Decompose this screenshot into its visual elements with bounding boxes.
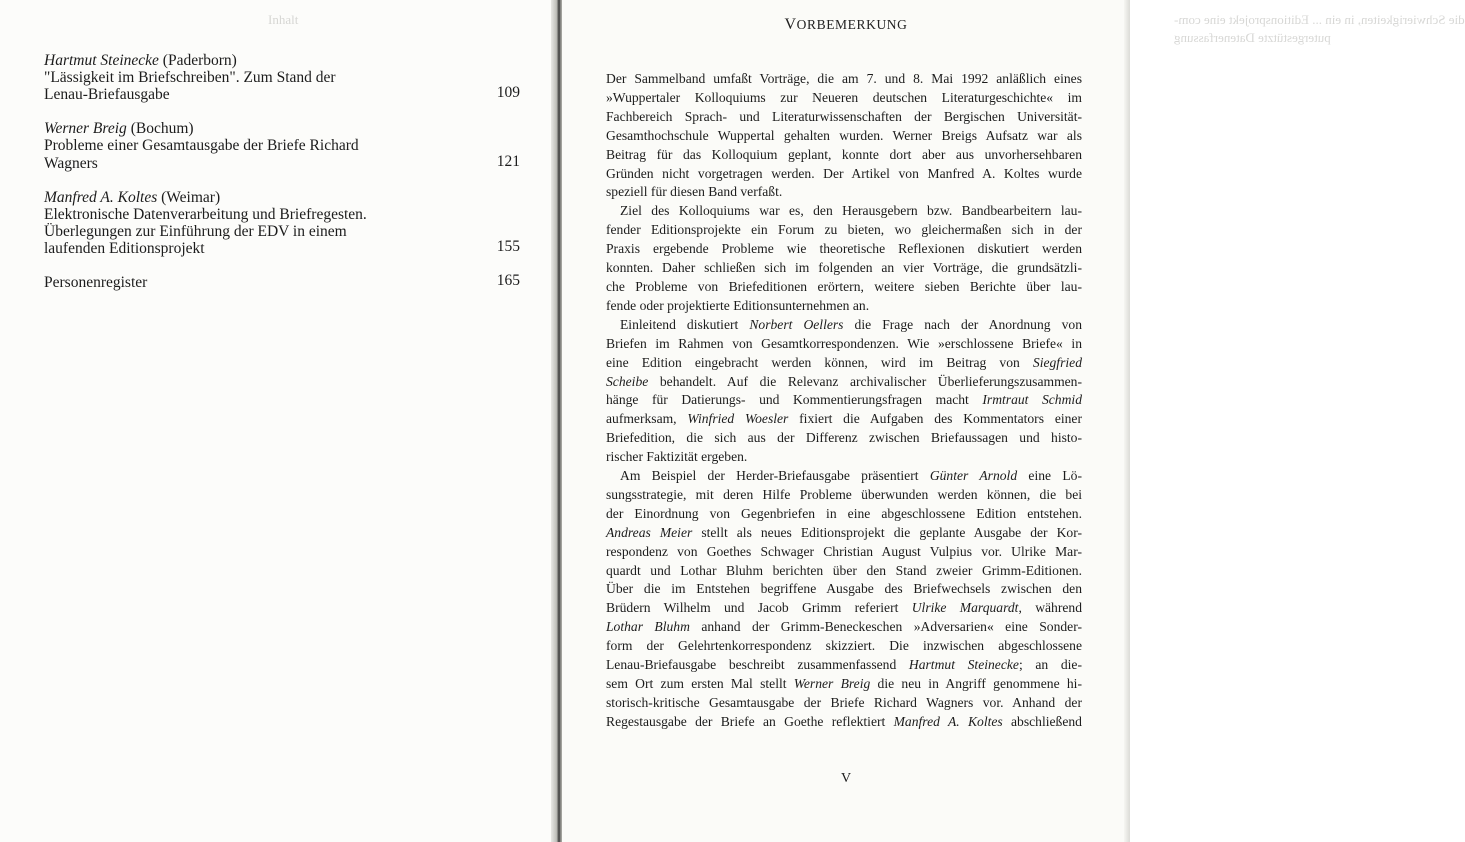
author-name-italic: Manfred A. Koltes: [893, 713, 1003, 729]
toc-author-line: [44, 52, 520, 69]
toc-place: (Paderborn): [162, 52, 237, 69]
author-name-italic: Günter Arnold: [929, 468, 1018, 484]
running-head-text: ORBEMERKUNG: [796, 17, 908, 32]
author-name-italic: Hartmut Steinecke: [908, 657, 1019, 673]
toc-author: Manfred A. Koltes: [44, 188, 158, 206]
text-line: respondenz von Goethes Schwager Christian August Vulpius vor. Ulrike Mar-: [606, 543, 1082, 559]
bleed-through-text: Inhalt: [268, 12, 299, 27]
text-segment: ; an die-: [1018, 657, 1082, 673]
bleed-through-text: putergestützte Datenerfassung: [1174, 30, 1331, 45]
toc-entry: [44, 52, 520, 103]
text-line: quardt und Lothar Bluhm berichten über den Stand zweier Grimm-Editionen.: [606, 562, 1082, 578]
text-segment: Brüdern Wilhelm und Jacob Grimm referiert: [606, 600, 912, 616]
toc-place: (Weimar): [161, 188, 221, 206]
text-segment: abschließend: [1002, 713, 1082, 729]
toc-place: (Bochum): [130, 120, 194, 138]
running-head-initial: V: [784, 16, 797, 33]
author-name-italic: Irmtraut Schmid: [982, 392, 1082, 408]
text-line: Fachbereich Sprach- und Literaturwissenschaften der Bergischen Universität-: [606, 108, 1082, 124]
running-head: [562, 16, 1130, 34]
text-line: konnten. Daher schließen sich im folgenden an vier Vorträge, die grundsätzli-: [606, 260, 1082, 276]
text-line: [606, 373, 1082, 392]
text-line: rischer Faktizität ergeben.: [606, 449, 748, 465]
text-line: [606, 467, 1082, 486]
toc-title: [44, 69, 400, 103]
text-line: Briefedition, die sich aus der Differenz zwischen Briefaussagen und histo-: [606, 430, 1082, 446]
toc-title-line: Wagners: [44, 154, 98, 172]
text-line: [606, 410, 1082, 429]
toc-author-line: [44, 189, 520, 206]
toc-entry: [44, 120, 520, 171]
text-line: der Einordnung von Gegenbriefen in eine abgeschlossene Edition entstehen.: [606, 505, 1082, 521]
text-line: storisch-kritische Gesamtausgabe der Briefe Richard Wagners vor. Anhand der: [606, 694, 1082, 710]
text-segment: eine Edition eingebracht werden können, wird im Beitrag von: [606, 354, 1033, 370]
text-line: form der Gelehrtenkorrespondenz skizziert. Die inzwischen abgeschlossene: [606, 638, 1082, 654]
text-line: Beitrag für das Kolloquium geplant, konnte dort aber aus unvorhersehbaren: [606, 146, 1082, 162]
text-line: [606, 391, 1082, 410]
bleed-through-text: die Schwierigkeiten, in ein ... Editionsprojekt eine com-: [1174, 12, 1465, 27]
text-segment: die neu in Angriff genommene hi-: [870, 676, 1082, 691]
author-name-italic: Winfried Woesler: [687, 411, 789, 427]
author-name-italic: Werner Breig: [793, 676, 871, 691]
text-line: [606, 675, 1082, 694]
body-text: [606, 70, 1082, 732]
toc-title-line: Probleme einer Gesamtausgabe der Briefe Richard: [44, 137, 359, 155]
author-name-italic: Andreas Meier: [606, 524, 693, 540]
text-segment: hänge für Datierungs- und Kommentierungsfragen macht: [606, 392, 983, 408]
toc-author: Hartmut Steinecke: [44, 52, 159, 69]
toc-title-line: Elektronische Datenverarbeitung und Briefregesten.: [44, 205, 367, 223]
author-name-italic: Scheibe: [606, 373, 649, 389]
text-line: speziell für diesen Band verfaßt.: [606, 184, 783, 200]
toc-author-line: [44, 120, 520, 137]
text-segment: die Frage nach der Anordnung von: [843, 316, 1083, 332]
left-page: [0, 0, 560, 842]
toc-entry-index: [44, 274, 520, 291]
text-line: Gründen nicht vorgetragen werden. Der Artikel von Manfred A. Koltes wurde: [606, 165, 1082, 181]
text-segment: eine Lö-: [1017, 468, 1082, 484]
text-line: [606, 656, 1082, 675]
toc-page-number: 109: [496, 84, 520, 102]
table-of-contents: [44, 52, 520, 308]
text-line: Briefen im Rahmen von Gesamtkorrespondenzen. Wie »erschlossene Briefe« in: [606, 335, 1082, 351]
text-segment: Einleitend diskutiert: [620, 316, 750, 332]
text-line: [606, 316, 1082, 335]
toc-title: [44, 137, 400, 171]
text-line: [606, 599, 1082, 618]
author-name-italic: Ulrike Marquardt: [911, 600, 1019, 616]
author-name-italic: Norbert Oellers: [749, 316, 844, 332]
text-segment: Regestausgabe der Briefe an Goethe reflektiert: [606, 713, 894, 729]
toc-entry: [44, 189, 520, 258]
toc-page-number: 165: [496, 272, 520, 290]
text-line: fende oder projektierte Editionsunternehmen an.: [606, 297, 870, 313]
text-segment: , während: [1018, 600, 1082, 616]
toc-title-line: laufenden Editionsprojekt: [44, 240, 205, 258]
text-line: che Probleme von Briefeditionen erörtern, weitere sieben Berichte über lau-: [606, 278, 1082, 294]
text-segment: behandelt. Auf die Relevanz archivalischer Überlieferungszusammen-: [648, 373, 1082, 389]
author-name-italic: Lothar Bluhm: [606, 619, 690, 635]
text-line: »Wuppertaler Kolloquiums zur Neueren deutschen Literaturgeschichte« im: [606, 89, 1082, 105]
page-number: V: [840, 771, 852, 786]
toc-title: [44, 206, 400, 258]
toc-title-line: "Lässigkeit im Briefschreiben". Zum Stand der: [44, 69, 336, 86]
text-segment: stellt als neues Editionsprojekt die geplante Ausgabe der Kor-: [692, 524, 1083, 540]
text-segment: fixiert die Aufgaben des Kommentators einer: [788, 411, 1082, 427]
toc-title-line: Lenau-Briefausgabe: [44, 86, 170, 104]
text-line: fender Editionsprojekte ein Forum zu bieten, wo gleichermaßen sich in der: [606, 222, 1082, 238]
text-segment: sem Ort zum ersten Mal stellt: [606, 676, 794, 691]
page-edge: [1124, 0, 1130, 842]
right-page: [562, 0, 1465, 842]
text-line: [606, 524, 1082, 543]
toc-author: Werner Breig: [44, 120, 127, 138]
toc-page-number: 155: [496, 238, 520, 256]
text-line: Ziel des Kolloquiums war es, den Herausgebern bzw. Bandbearbeitern lau-: [620, 203, 1082, 219]
toc-title-line: Überlegungen zur Einführung der EDV in einem: [44, 223, 347, 241]
text-line: sungsstrategie, mit deren Hilfe Probleme überwunden werden können, die bei: [606, 486, 1082, 502]
text-line: [606, 713, 1082, 732]
toc-page-number: 121: [496, 152, 520, 170]
text-line: [606, 354, 1082, 373]
text-line: Gesamthochschule Wuppertal gehalten wurden. Werner Breigs Aufsatz war als: [606, 127, 1082, 143]
text-segment: aufmerksam,: [606, 411, 688, 427]
text-segment: Lenau-Briefausgabe beschreibt zusammenfassend: [606, 657, 909, 673]
toc-index-label: Personenregister: [44, 274, 148, 292]
text-line: Der Sammelband umfaßt Vorträge, die am 7. und 8. Mai 1992 anläßlich eines: [606, 71, 1082, 86]
text-segment: Am Beispiel der Herder-Briefausgabe präsentiert: [620, 468, 930, 484]
author-name-italic: Siegfried: [1032, 354, 1082, 370]
text-segment: anhand der Grimm-Beneckeschen »Adversarien« eine Sonder-: [689, 619, 1082, 635]
text-line: Praxis ergebende Probleme wie theoretische Reflexionen diskutiert werden: [606, 241, 1082, 257]
text-line: [606, 618, 1082, 637]
text-line: Über die im Entstehen begriffene Ausgabe des Briefwechsels zwischen den: [606, 581, 1082, 597]
